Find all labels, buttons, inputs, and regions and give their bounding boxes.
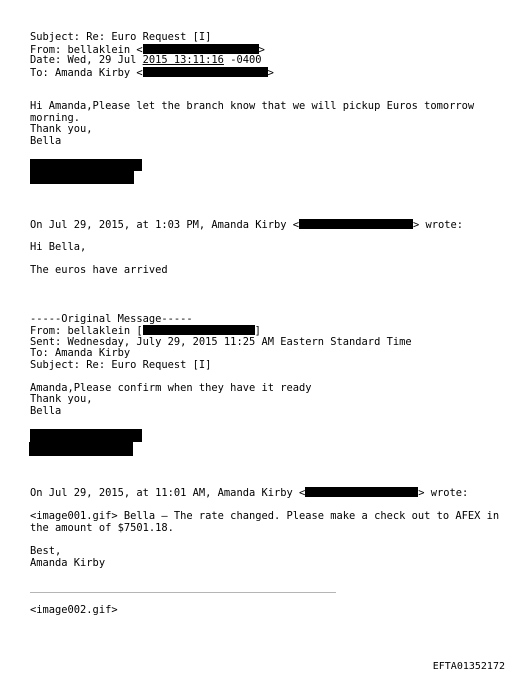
date-line: Date: Wed, 29 Jul 2015 13:11:16 -0400 — [30, 54, 262, 67]
redaction-bar — [305, 487, 418, 497]
quote-greeting: Hi Bella, — [30, 241, 87, 253]
original-body-line: Bella — [30, 404, 62, 417]
document-id: EFTA01352172 — [432, 661, 505, 672]
signature-redaction — [30, 159, 142, 171]
quote-closing: Best, — [30, 545, 62, 557]
quote-body-line: <image001.gif> Bella – The rate changed. Please make a check out to AFEX in — [30, 510, 500, 522]
signature-divider — [30, 592, 336, 593]
original-body-line: Amanda,Please confirm when they have it ready — [30, 381, 312, 394]
subject-line: Subject: Re: Euro Request [I] — [30, 31, 212, 43]
quote-intro: On Jul 29, 2015, at 1:03 PM, Amanda Kirby < > wrote: — [30, 219, 464, 231]
original-subject: Subject: Re: Euro Request [I] — [30, 358, 212, 371]
redaction-bar — [143, 325, 255, 335]
original-to: To: Amanda Kirby — [30, 347, 131, 360]
image-placeholder: <image002.gif> — [30, 604, 118, 616]
body-line: Thank you, — [30, 123, 93, 136]
from-line: From: bellaklein < > — [30, 43, 265, 56]
original-sent: Sent: Wednesday, July 29, 2015 11:25 AM Eastern Standard Time — [30, 335, 412, 348]
signature-redaction — [30, 429, 142, 442]
quote-intro: On Jul 29, 2015, at 11:01 AM, Amanda Kirby < > wrote: — [30, 487, 469, 499]
body-line: morning. — [30, 111, 81, 124]
original-body-line: Thank you, — [30, 393, 93, 406]
quote-signature-name: Amanda Kirby — [30, 556, 106, 569]
redaction-bar — [143, 44, 259, 54]
date-underlined: 2015 13:11:16 — [142, 54, 224, 67]
signature-redaction — [29, 442, 133, 456]
signature-redaction — [30, 171, 134, 184]
redaction-bar — [299, 219, 413, 229]
original-message-separator: -----Original Message----- — [30, 312, 193, 325]
original-from: From: bellaklein [ ] — [30, 325, 261, 337]
redaction-bar — [143, 67, 268, 77]
body-line: Bella — [30, 134, 62, 147]
quote-text: The euros have arrived — [30, 264, 168, 276]
to-line: To: Amanda Kirby < > — [30, 66, 274, 79]
body-line: Hi Amanda,Please let the branch know that we will pickup Euros tomorrow — [30, 100, 475, 112]
quote-body-line: the amount of $7501.18. — [30, 521, 174, 534]
